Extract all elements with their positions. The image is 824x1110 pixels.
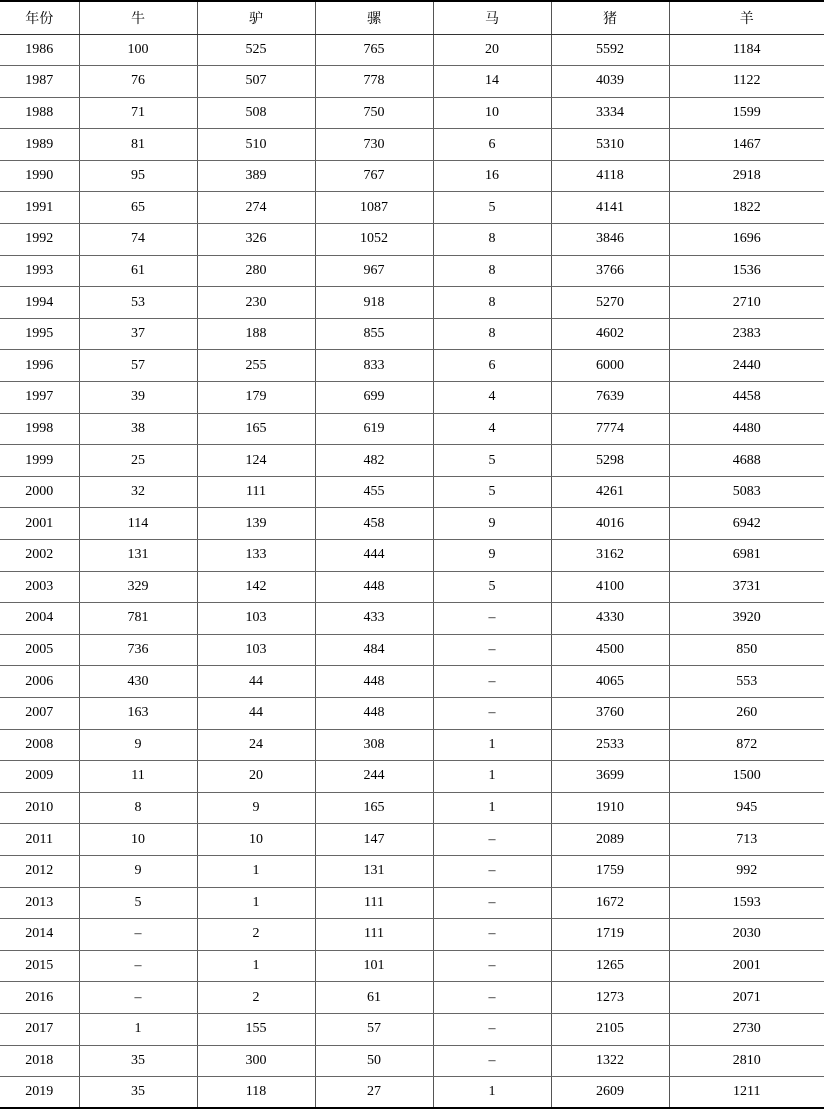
year-cell: 1988 — [0, 97, 79, 129]
table-row — [0, 634, 824, 666]
mule-cell: 444 — [315, 540, 433, 572]
pig-cell: 6000 — [551, 350, 669, 382]
table-row — [0, 34, 824, 66]
donkey-cell: 326 — [197, 224, 315, 256]
table-header — [0, 1, 824, 34]
sheep-cell: 872 — [669, 729, 824, 761]
sheep-cell: 4458 — [669, 382, 824, 414]
donkey-cell: 188 — [197, 318, 315, 350]
table-row — [0, 508, 824, 540]
donkey-cell: 1 — [197, 855, 315, 887]
year-cell: 1995 — [0, 318, 79, 350]
pig-cell: 2105 — [551, 1013, 669, 1045]
year-cell: 2000 — [0, 476, 79, 508]
pig-cell: 4330 — [551, 603, 669, 635]
pig-cell: 4016 — [551, 508, 669, 540]
horse-cell: – — [433, 919, 551, 951]
table-row — [0, 824, 824, 856]
mule-cell: 244 — [315, 761, 433, 793]
header-pig: 猪 — [551, 1, 669, 34]
year-cell: 2009 — [0, 761, 79, 793]
cattle-cell: 81 — [79, 129, 197, 161]
pig-cell: 2609 — [551, 1077, 669, 1109]
year-cell: 1997 — [0, 382, 79, 414]
mule-cell: 778 — [315, 66, 433, 98]
table-row — [0, 982, 824, 1014]
donkey-cell: 165 — [197, 413, 315, 445]
sheep-cell: 1822 — [669, 192, 824, 224]
sheep-cell: 945 — [669, 792, 824, 824]
pig-cell: 3760 — [551, 697, 669, 729]
cattle-cell: 53 — [79, 287, 197, 319]
year-cell: 1992 — [0, 224, 79, 256]
year-cell: 1993 — [0, 255, 79, 287]
horse-cell: 8 — [433, 224, 551, 256]
mule-cell: 699 — [315, 382, 433, 414]
pig-cell: 5298 — [551, 445, 669, 477]
sheep-cell: 1593 — [669, 887, 824, 919]
sheep-cell: 1211 — [669, 1077, 824, 1109]
horse-cell: 4 — [433, 413, 551, 445]
mule-cell: 50 — [315, 1045, 433, 1077]
mule-cell: 1087 — [315, 192, 433, 224]
sheep-cell: 1467 — [669, 129, 824, 161]
pig-cell: 4039 — [551, 66, 669, 98]
horse-cell: 1 — [433, 792, 551, 824]
pig-cell: 4065 — [551, 666, 669, 698]
horse-cell: 6 — [433, 350, 551, 382]
sheep-cell: 713 — [669, 824, 824, 856]
horse-cell: 1 — [433, 1077, 551, 1109]
donkey-cell: 2 — [197, 982, 315, 1014]
donkey-cell: 507 — [197, 66, 315, 98]
mule-cell: 730 — [315, 129, 433, 161]
cattle-cell: 39 — [79, 382, 197, 414]
donkey-cell: 24 — [197, 729, 315, 761]
header-cattle: 牛 — [79, 1, 197, 34]
sheep-cell: 260 — [669, 697, 824, 729]
donkey-cell: 274 — [197, 192, 315, 224]
cattle-cell: 430 — [79, 666, 197, 698]
donkey-cell: 155 — [197, 1013, 315, 1045]
cattle-cell: 163 — [79, 697, 197, 729]
mule-cell: 308 — [315, 729, 433, 761]
mule-cell: 57 — [315, 1013, 433, 1045]
horse-cell: – — [433, 603, 551, 635]
table-row — [0, 160, 824, 192]
sheep-cell: 1696 — [669, 224, 824, 256]
donkey-cell: 1 — [197, 950, 315, 982]
table-row — [0, 1013, 824, 1045]
table-row — [0, 571, 824, 603]
donkey-cell: 9 — [197, 792, 315, 824]
cattle-cell: 95 — [79, 160, 197, 192]
year-cell: 2003 — [0, 571, 79, 603]
mule-cell: 455 — [315, 476, 433, 508]
mule-cell: 111 — [315, 919, 433, 951]
mule-cell: 918 — [315, 287, 433, 319]
year-cell: 2006 — [0, 666, 79, 698]
sheep-cell: 4480 — [669, 413, 824, 445]
horse-cell: 8 — [433, 255, 551, 287]
year-cell: 2018 — [0, 1045, 79, 1077]
pig-cell: 1322 — [551, 1045, 669, 1077]
horse-cell: 5 — [433, 476, 551, 508]
donkey-cell: 103 — [197, 634, 315, 666]
pig-cell: 4261 — [551, 476, 669, 508]
cattle-cell: – — [79, 950, 197, 982]
sheep-cell: 553 — [669, 666, 824, 698]
donkey-cell: 139 — [197, 508, 315, 540]
horse-cell: – — [433, 950, 551, 982]
cattle-cell: 11 — [79, 761, 197, 793]
pig-cell: 2533 — [551, 729, 669, 761]
cattle-cell: 25 — [79, 445, 197, 477]
cattle-cell: 329 — [79, 571, 197, 603]
table-row — [0, 697, 824, 729]
cattle-cell: 38 — [79, 413, 197, 445]
cattle-cell: 1 — [79, 1013, 197, 1045]
pig-cell: 5592 — [551, 34, 669, 66]
year-cell: 2002 — [0, 540, 79, 572]
horse-cell: 4 — [433, 382, 551, 414]
sheep-cell: 6942 — [669, 508, 824, 540]
sheep-cell: 2440 — [669, 350, 824, 382]
year-cell: 2016 — [0, 982, 79, 1014]
sheep-cell: 1184 — [669, 34, 824, 66]
horse-cell: 20 — [433, 34, 551, 66]
table-row — [0, 540, 824, 572]
year-cell: 2015 — [0, 950, 79, 982]
table-row — [0, 1045, 824, 1077]
header-horse: 马 — [433, 1, 551, 34]
year-cell: 2019 — [0, 1077, 79, 1109]
mule-cell: 433 — [315, 603, 433, 635]
cattle-cell: 5 — [79, 887, 197, 919]
mule-cell: 147 — [315, 824, 433, 856]
pig-cell: 7639 — [551, 382, 669, 414]
sheep-cell: 992 — [669, 855, 824, 887]
donkey-cell: 2 — [197, 919, 315, 951]
table-row — [0, 887, 824, 919]
year-cell: 1991 — [0, 192, 79, 224]
sheep-cell: 6981 — [669, 540, 824, 572]
table-row — [0, 855, 824, 887]
horse-cell: – — [433, 666, 551, 698]
sheep-cell: 2383 — [669, 318, 824, 350]
table-row — [0, 224, 824, 256]
pig-cell: 3162 — [551, 540, 669, 572]
donkey-cell: 111 — [197, 476, 315, 508]
table-row — [0, 255, 824, 287]
pig-cell: 1273 — [551, 982, 669, 1014]
mule-cell: 1052 — [315, 224, 433, 256]
table-row — [0, 97, 824, 129]
cattle-cell: 736 — [79, 634, 197, 666]
cattle-cell: 32 — [79, 476, 197, 508]
horse-cell: 6 — [433, 129, 551, 161]
pig-cell: 4118 — [551, 160, 669, 192]
pig-cell: 5270 — [551, 287, 669, 319]
cattle-cell: 9 — [79, 729, 197, 761]
sheep-cell: 3920 — [669, 603, 824, 635]
mule-cell: 131 — [315, 855, 433, 887]
pig-cell: 3699 — [551, 761, 669, 793]
mule-cell: 448 — [315, 697, 433, 729]
header-row — [0, 1, 824, 34]
year-cell: 1990 — [0, 160, 79, 192]
mule-cell: 165 — [315, 792, 433, 824]
horse-cell: 1 — [433, 761, 551, 793]
horse-cell: 16 — [433, 160, 551, 192]
year-cell: 2008 — [0, 729, 79, 761]
pig-cell: 1719 — [551, 919, 669, 951]
pig-cell: 7774 — [551, 413, 669, 445]
table-row — [0, 192, 824, 224]
mule-cell: 833 — [315, 350, 433, 382]
mule-cell: 750 — [315, 97, 433, 129]
pig-cell: 5310 — [551, 129, 669, 161]
horse-cell: – — [433, 1013, 551, 1045]
pig-cell: 2089 — [551, 824, 669, 856]
sheep-cell: 850 — [669, 634, 824, 666]
pig-cell: 3766 — [551, 255, 669, 287]
table-row — [0, 476, 824, 508]
donkey-cell: 389 — [197, 160, 315, 192]
sheep-cell: 2810 — [669, 1045, 824, 1077]
mule-cell: 448 — [315, 666, 433, 698]
sheep-cell: 1536 — [669, 255, 824, 287]
horse-cell: – — [433, 982, 551, 1014]
year-cell: 1998 — [0, 413, 79, 445]
cattle-cell: 71 — [79, 97, 197, 129]
sheep-cell: 5083 — [669, 476, 824, 508]
horse-cell: 5 — [433, 192, 551, 224]
table-row — [0, 729, 824, 761]
sheep-cell: 2001 — [669, 950, 824, 982]
sheep-cell: 2730 — [669, 1013, 824, 1045]
cattle-cell: 37 — [79, 318, 197, 350]
pig-cell: 4141 — [551, 192, 669, 224]
horse-cell: 10 — [433, 97, 551, 129]
mule-cell: 448 — [315, 571, 433, 603]
sheep-cell: 2918 — [669, 160, 824, 192]
donkey-cell: 525 — [197, 34, 315, 66]
year-cell: 1999 — [0, 445, 79, 477]
header-year: 年份 — [0, 1, 79, 34]
donkey-cell: 103 — [197, 603, 315, 635]
horse-cell: 1 — [433, 729, 551, 761]
mule-cell: 855 — [315, 318, 433, 350]
year-cell: 1987 — [0, 66, 79, 98]
mule-cell: 61 — [315, 982, 433, 1014]
year-cell: 2010 — [0, 792, 79, 824]
pig-cell: 4500 — [551, 634, 669, 666]
donkey-cell: 44 — [197, 666, 315, 698]
mule-cell: 967 — [315, 255, 433, 287]
year-cell: 2004 — [0, 603, 79, 635]
horse-cell: – — [433, 697, 551, 729]
horse-cell: 9 — [433, 540, 551, 572]
donkey-cell: 230 — [197, 287, 315, 319]
year-cell: 2011 — [0, 824, 79, 856]
cattle-cell: 74 — [79, 224, 197, 256]
cattle-cell: 8 — [79, 792, 197, 824]
table-row — [0, 350, 824, 382]
pig-cell: 1759 — [551, 855, 669, 887]
table-row — [0, 66, 824, 98]
horse-cell: 14 — [433, 66, 551, 98]
mule-cell: 27 — [315, 1077, 433, 1109]
table-row — [0, 919, 824, 951]
table-row — [0, 287, 824, 319]
table-row — [0, 382, 824, 414]
pig-cell: 1265 — [551, 950, 669, 982]
mule-cell: 484 — [315, 634, 433, 666]
year-cell: 2012 — [0, 855, 79, 887]
sheep-cell: 2710 — [669, 287, 824, 319]
sheep-cell: 4688 — [669, 445, 824, 477]
donkey-cell: 44 — [197, 697, 315, 729]
horse-cell: – — [433, 634, 551, 666]
cattle-cell: 76 — [79, 66, 197, 98]
year-cell: 2005 — [0, 634, 79, 666]
year-cell: 1996 — [0, 350, 79, 382]
horse-cell: – — [433, 887, 551, 919]
header-sheep: 羊 — [669, 1, 824, 34]
year-cell: 2014 — [0, 919, 79, 951]
donkey-cell: 118 — [197, 1077, 315, 1109]
horse-cell: 5 — [433, 445, 551, 477]
cattle-cell: 781 — [79, 603, 197, 635]
table-body — [0, 34, 824, 1108]
pig-cell: 3846 — [551, 224, 669, 256]
pig-cell: 3334 — [551, 97, 669, 129]
sheep-cell: 2030 — [669, 919, 824, 951]
cattle-cell: – — [79, 919, 197, 951]
donkey-cell: 179 — [197, 382, 315, 414]
mule-cell: 101 — [315, 950, 433, 982]
table-row — [0, 445, 824, 477]
donkey-cell: 510 — [197, 129, 315, 161]
cattle-cell: 114 — [79, 508, 197, 540]
donkey-cell: 508 — [197, 97, 315, 129]
year-cell: 1986 — [0, 34, 79, 66]
cattle-cell: 10 — [79, 824, 197, 856]
header-mule: 骡 — [315, 1, 433, 34]
donkey-cell: 10 — [197, 824, 315, 856]
mule-cell: 619 — [315, 413, 433, 445]
cattle-cell: 9 — [79, 855, 197, 887]
donkey-cell: 1 — [197, 887, 315, 919]
pig-cell: 1672 — [551, 887, 669, 919]
table-row — [0, 666, 824, 698]
cattle-cell: 100 — [79, 34, 197, 66]
sheep-cell: 3731 — [669, 571, 824, 603]
table-row — [0, 603, 824, 635]
mule-cell: 482 — [315, 445, 433, 477]
table-row — [0, 761, 824, 793]
mule-cell: 111 — [315, 887, 433, 919]
sheep-cell: 1500 — [669, 761, 824, 793]
year-cell: 2001 — [0, 508, 79, 540]
donkey-cell: 280 — [197, 255, 315, 287]
horse-cell: 8 — [433, 287, 551, 319]
header-donkey: 驴 — [197, 1, 315, 34]
sheep-cell: 2071 — [669, 982, 824, 1014]
cattle-cell: 35 — [79, 1077, 197, 1109]
mule-cell: 458 — [315, 508, 433, 540]
year-cell: 1989 — [0, 129, 79, 161]
table-row — [0, 1077, 824, 1109]
year-cell: 2013 — [0, 887, 79, 919]
table-row — [0, 318, 824, 350]
horse-cell: – — [433, 855, 551, 887]
cattle-cell: – — [79, 982, 197, 1014]
cattle-cell: 65 — [79, 192, 197, 224]
table-row — [0, 950, 824, 982]
horse-cell: – — [433, 824, 551, 856]
pig-cell: 4602 — [551, 318, 669, 350]
pig-cell: 1910 — [551, 792, 669, 824]
cattle-cell: 57 — [79, 350, 197, 382]
mule-cell: 767 — [315, 160, 433, 192]
table-row — [0, 413, 824, 445]
sheep-cell: 1122 — [669, 66, 824, 98]
horse-cell: 9 — [433, 508, 551, 540]
pig-cell: 4100 — [551, 571, 669, 603]
donkey-cell: 255 — [197, 350, 315, 382]
cattle-cell: 35 — [79, 1045, 197, 1077]
table-row — [0, 129, 824, 161]
year-cell: 1994 — [0, 287, 79, 319]
table-row — [0, 792, 824, 824]
year-cell: 2007 — [0, 697, 79, 729]
year-cell: 2017 — [0, 1013, 79, 1045]
mule-cell: 765 — [315, 34, 433, 66]
horse-cell: 5 — [433, 571, 551, 603]
donkey-cell: 124 — [197, 445, 315, 477]
donkey-cell: 300 — [197, 1045, 315, 1077]
horse-cell: 8 — [433, 318, 551, 350]
donkey-cell: 133 — [197, 540, 315, 572]
donkey-cell: 142 — [197, 571, 315, 603]
cattle-cell: 131 — [79, 540, 197, 572]
horse-cell: – — [433, 1045, 551, 1077]
cattle-cell: 61 — [79, 255, 197, 287]
donkey-cell: 20 — [197, 761, 315, 793]
sheep-cell: 1599 — [669, 97, 824, 129]
